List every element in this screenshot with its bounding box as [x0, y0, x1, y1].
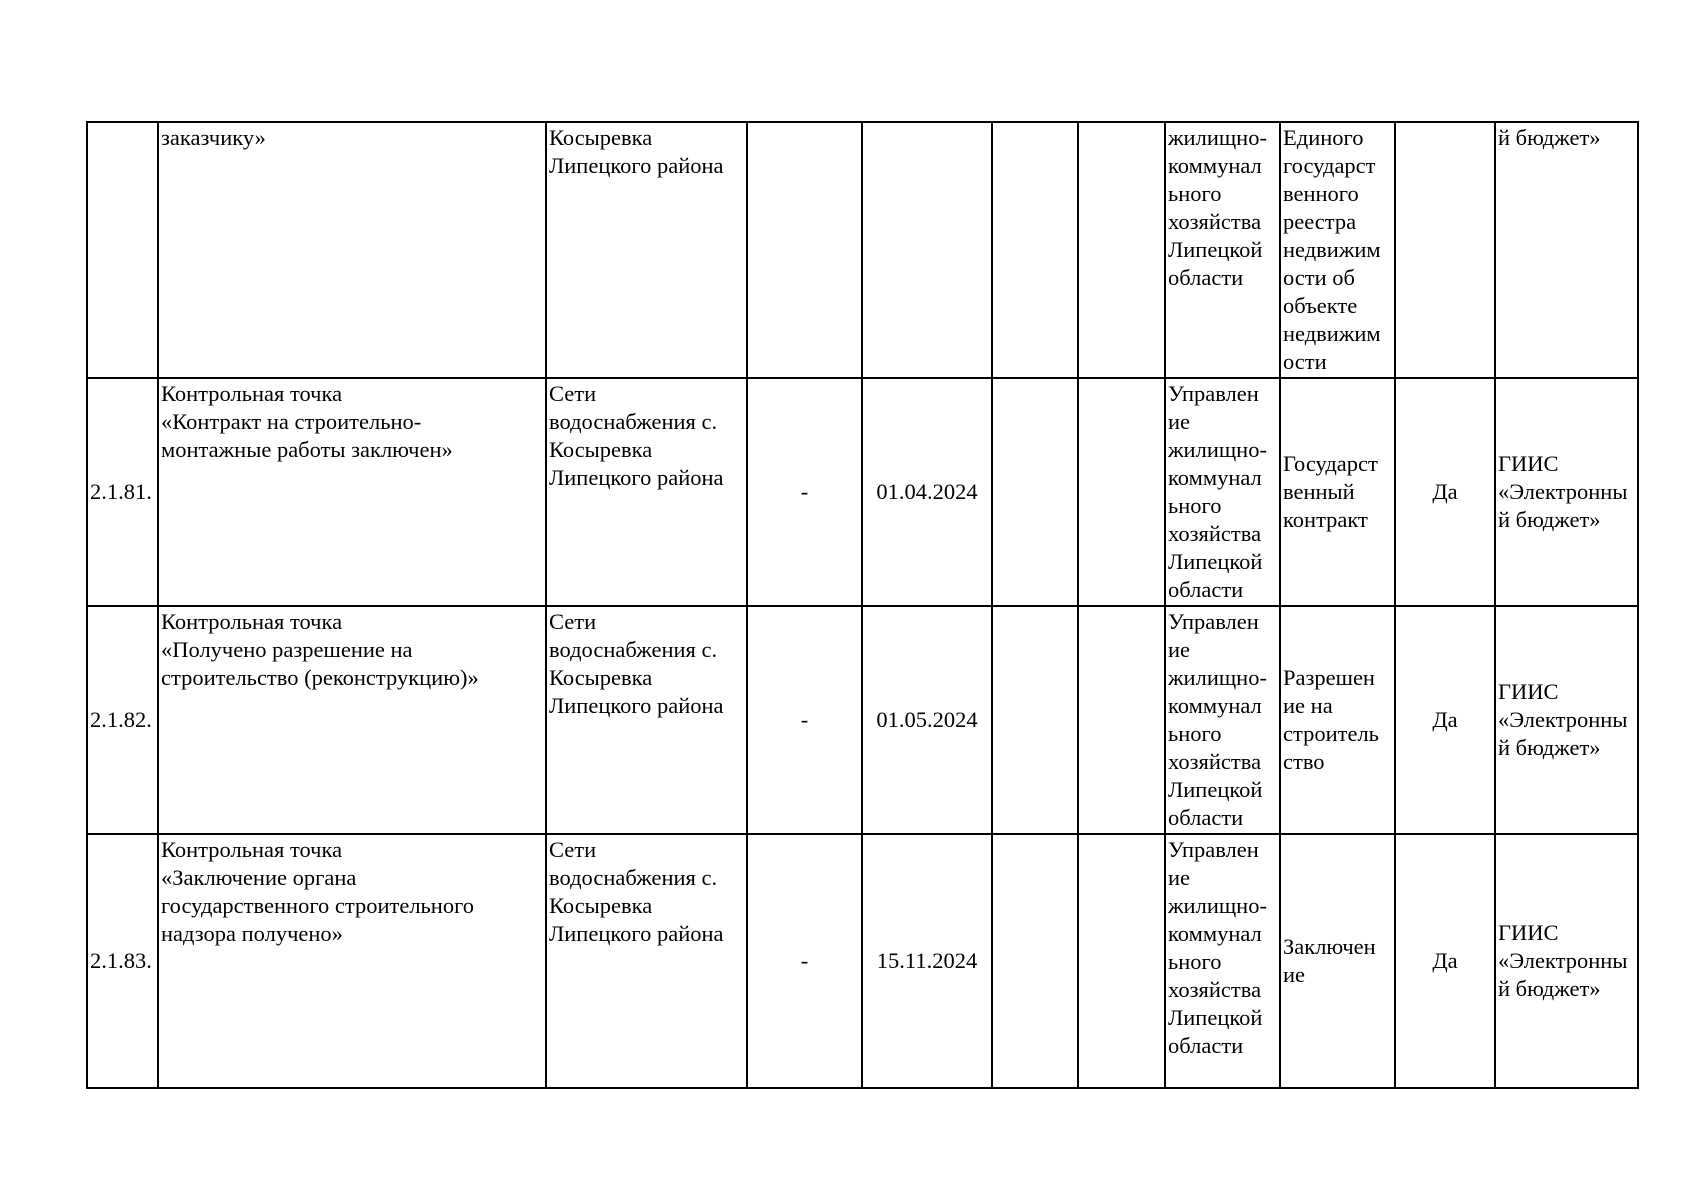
control-point-name: Контрольная точка «Контракт на строительно- монтажные работы заключен»	[158, 378, 546, 606]
object-name: Косыревка Липецкого района	[546, 122, 747, 378]
confirmation-flag	[1395, 122, 1495, 378]
row-number: 2.1.83.	[87, 834, 158, 1088]
control-point-name: Контрольная точка «Заключение органа государственного строительного надзора получено»	[158, 834, 546, 1088]
empty-cell	[992, 122, 1078, 378]
base-value-cell: -	[747, 834, 862, 1088]
base-value-cell: -	[747, 606, 862, 834]
due-date	[862, 122, 992, 378]
empty-cell	[1078, 834, 1165, 1088]
confirmation-flag: Да	[1395, 378, 1495, 606]
row-number: 2.1.81.	[87, 378, 158, 606]
row-number	[87, 122, 158, 378]
responsible-body: Управлен ие жилищно- коммунал ьного хозяйства Липецкой области	[1165, 606, 1280, 834]
document-type: Заключен ие	[1280, 834, 1395, 1088]
table-row	[87, 378, 1638, 606]
information-system: ГИИС «Электронны й бюджет»	[1495, 606, 1638, 834]
empty-cell	[992, 834, 1078, 1088]
document-type: Разрешен ие на строитель ство	[1280, 606, 1395, 834]
empty-cell	[992, 378, 1078, 606]
row-number: 2.1.82.	[87, 606, 158, 834]
object-name: Сети водоснабжения с. Косыревка Липецкого района	[546, 378, 747, 606]
confirmation-flag: Да	[1395, 834, 1495, 1088]
table-row	[87, 606, 1638, 834]
information-system: й бюджет»	[1495, 122, 1638, 378]
information-system: ГИИС «Электронны й бюджет»	[1495, 378, 1638, 606]
document-type: Единого государст венного реестра недвижим ости об объекте недвижим ости	[1280, 122, 1395, 378]
information-system: ГИИС «Электронны й бюджет»	[1495, 834, 1638, 1088]
base-value-cell	[747, 122, 862, 378]
due-date: 15.11.2024	[862, 834, 992, 1088]
due-date: 01.05.2024	[862, 606, 992, 834]
confirmation-flag: Да	[1395, 606, 1495, 834]
responsible-body: Управлен ие жилищно- коммунал ьного хозяйства Липецкой области	[1165, 378, 1280, 606]
empty-cell	[1078, 122, 1165, 378]
empty-cell	[1078, 606, 1165, 834]
object-name: Сети водоснабжения с. Косыревка Липецкого района	[546, 606, 747, 834]
empty-cell	[992, 606, 1078, 834]
object-name: Сети водоснабжения с. Косыревка Липецкого района	[546, 834, 747, 1088]
document-type: Государст венный контракт	[1280, 378, 1395, 606]
control-points-table	[86, 121, 1639, 1089]
control-point-name: заказчику»	[158, 122, 546, 378]
responsible-body: Управлен ие жилищно- коммунал ьного хозяйства Липецкой области	[1165, 834, 1280, 1088]
control-point-name: Контрольная точка «Получено разрешение на строительство (реконструкцию)»	[158, 606, 546, 834]
table-row	[87, 834, 1638, 1088]
responsible-body: жилищно- коммунал ьного хозяйства Липецкой области	[1165, 122, 1280, 378]
empty-cell	[1078, 378, 1165, 606]
due-date: 01.04.2024	[862, 378, 992, 606]
base-value-cell: -	[747, 378, 862, 606]
table-row	[87, 122, 1638, 378]
